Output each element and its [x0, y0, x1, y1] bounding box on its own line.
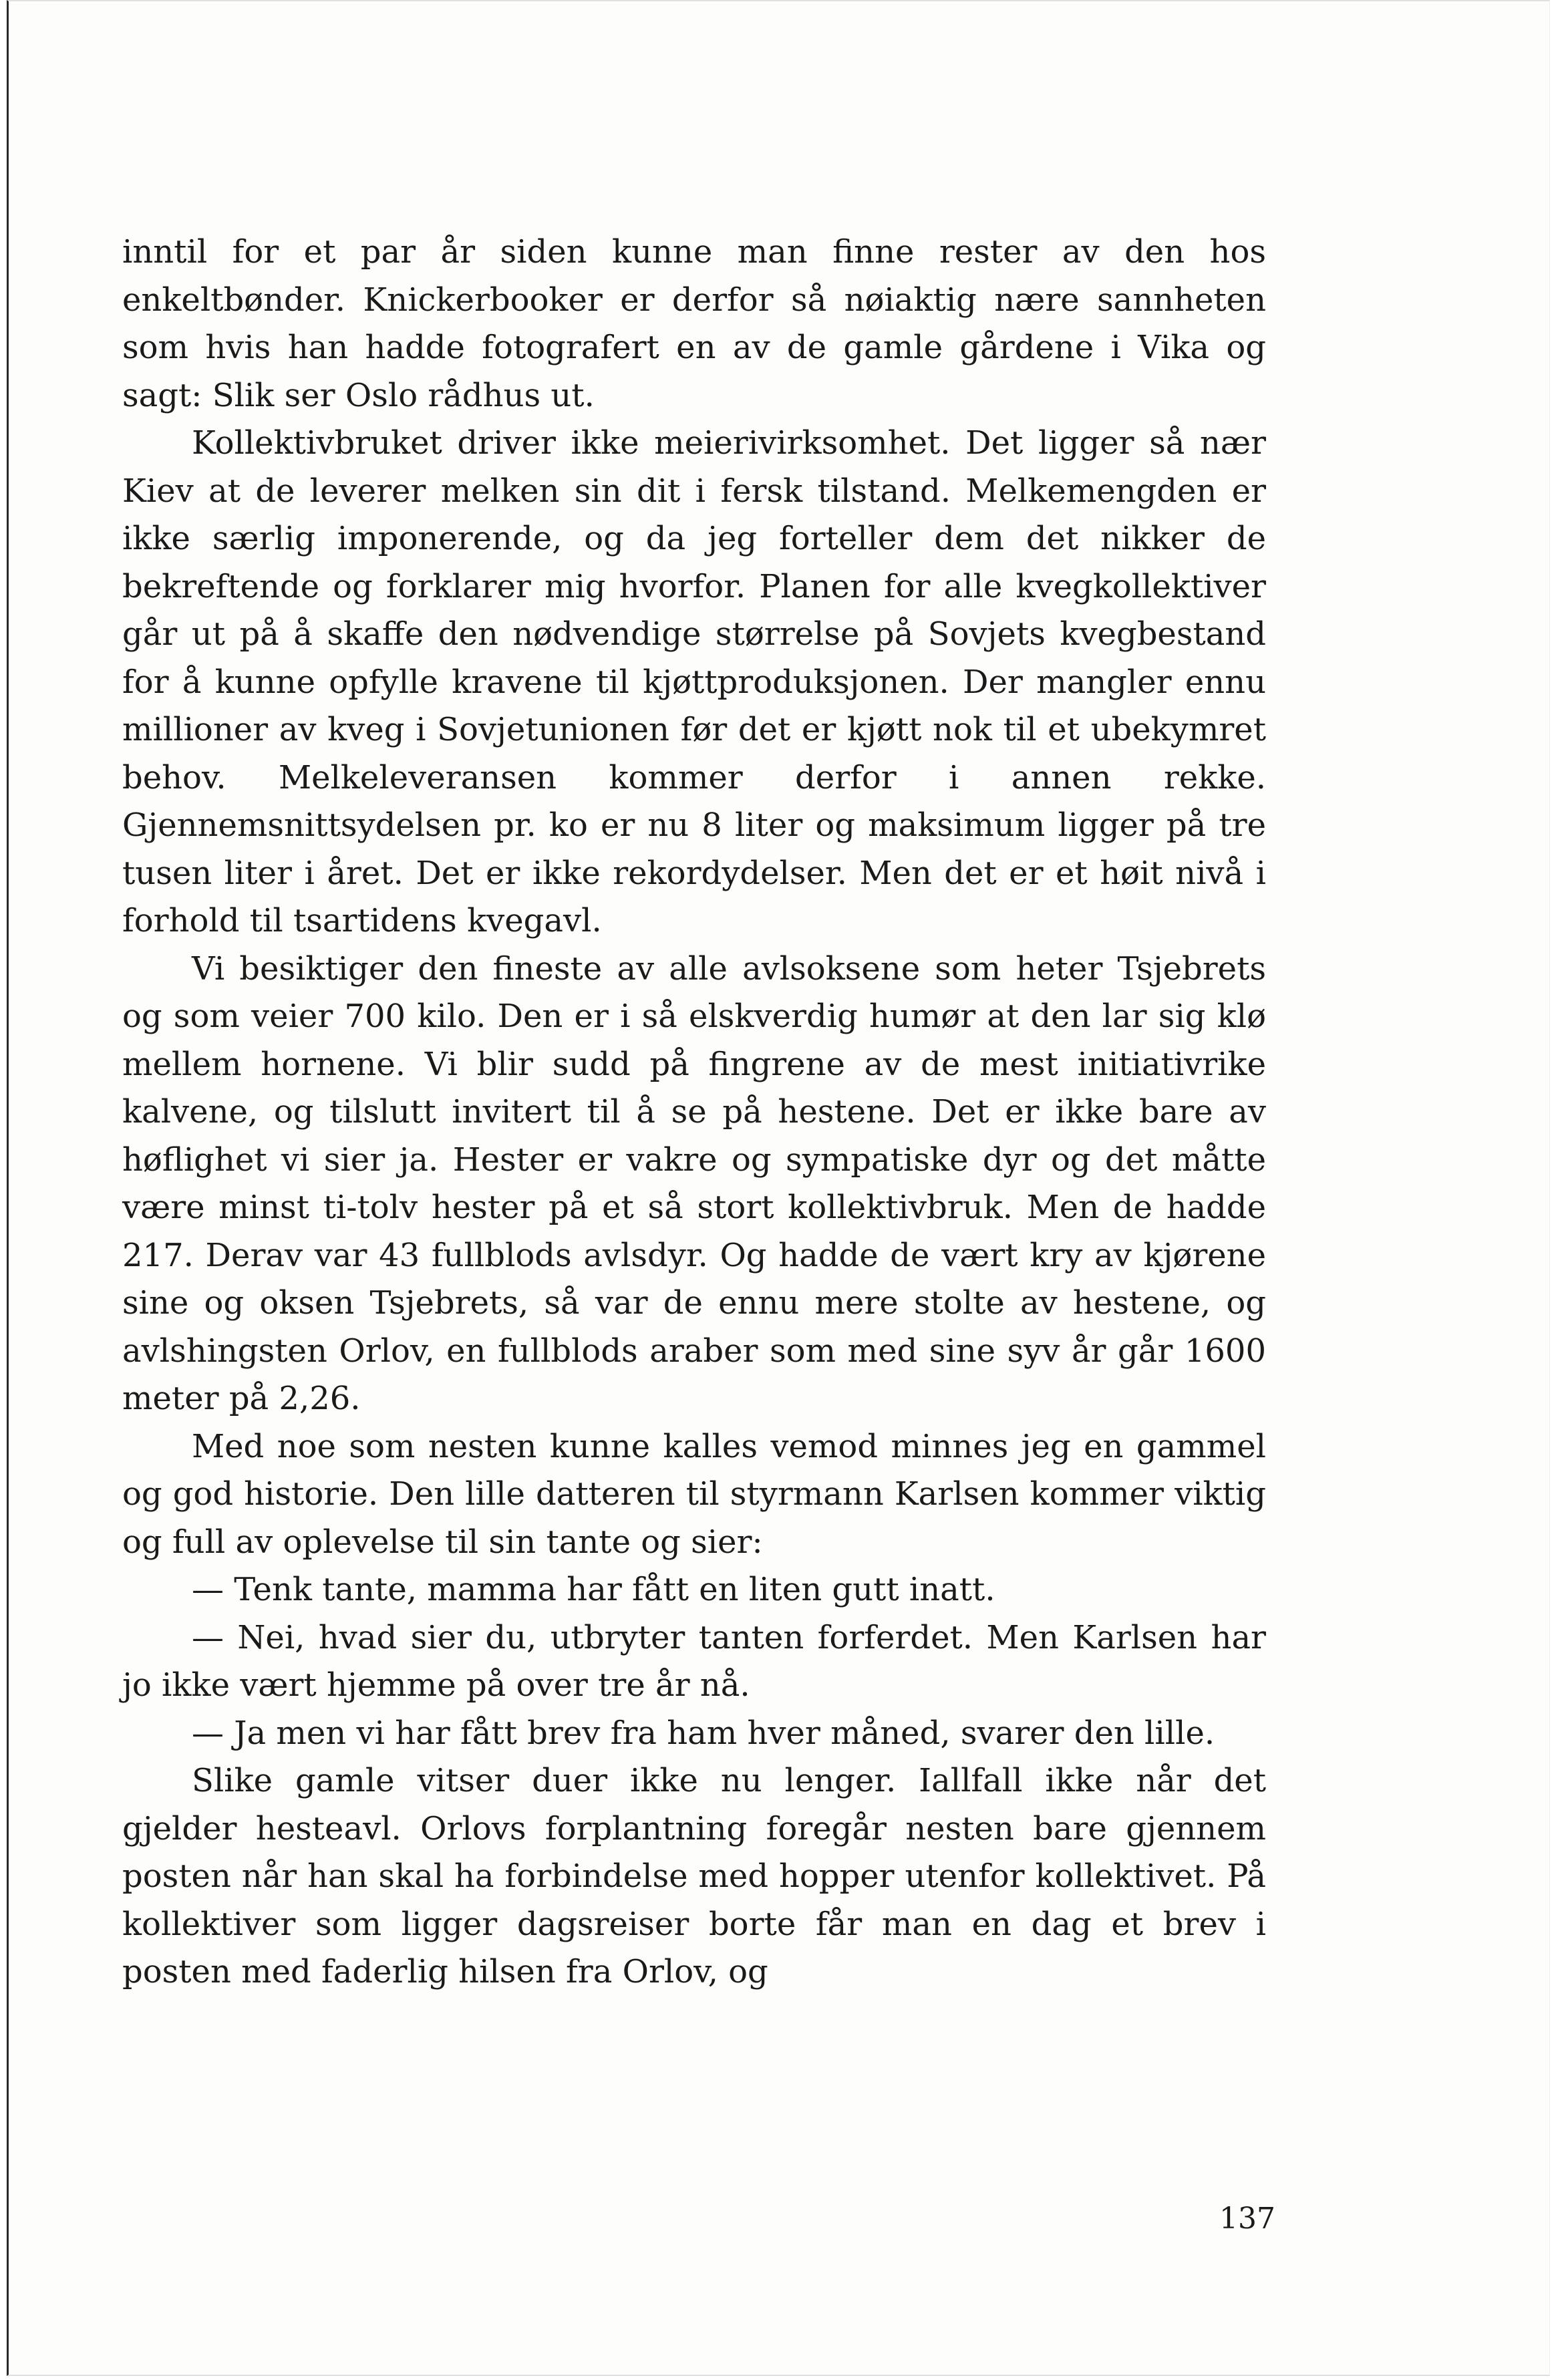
paragraph: Kollektivbruket driver ikke meierivirksomhet. Det ligger så nær Kiev at de leverer melken sin dit i fersk tilstand. Melkemengden er ikke særlig imponerende, og da jeg forteller dem det nikker de bekreftende og forklarer mig hvorfor. Planen for alle kvegkollektiver går ut på å skaffe den nødvendige størrelse på Sovjets kvegbestand for å kunne opfylle kravene til kjøttproduksjonen. Der mangler ennu millioner av kveg i Sovjetunionen før det er kjøtt nok til et ubekymret behov. Melkeleveransen kommer derfor i annen rekke. Gjennemsnittsydelsen pr. ko er nu 8 liter og maksimum ligger på tre tusen liter i året. Det er ikke rekordydelser. Men det er et høit nivå i forhold til tsartidens kvegavl.: [122, 424, 1266, 939]
page-number: 137: [1219, 2202, 1275, 2236]
paragraph: Vi besiktiger den fineste av alle avlsoksene som heter Tsjebrets og som veier 700 kilo. Den er i så elskverdig humør at den lar sig klø mellem hornene. Vi blir sudd på fingrene av de mest initiativrike kalvene, og tilslutt invitert til å se på hestene. Det er ikke bare av høflighet vi sier ja. Hester er vakre og sympatiske dyr og det måtte være minst ti-tolv hester på et så stort kollektivbruk. Men de hadde 217. Derav var 43 fullblods avlsdyr. Og hadde de vært kry av kjørene sine og oksen Tsjebrets, så var de ennu mere stolte av hestene, og avlshingsten Orlov, en fullblods araber som med sine syv år går 1600 meter på 2,26.: [122, 949, 1266, 1417]
paragraph: inntil for et par år siden kunne man finne rester av den hos enkeltbønder. Knickerbooker er derfor så nøiaktig nære sannheten som hvis han hadde fotografert en av de gamle gårdene i Vika og sagt: Slik ser Oslo rådhus ut.: [122, 233, 1266, 414]
book-page: [7, 0, 1550, 2376]
body-text: [122, 229, 1266, 1996]
paragraph: Slike gamle vitser duer ikke nu lenger. Iallfall ikke når det gjelder hesteavl. Orlovs forplantning foregår nesten bare gjennem posten når han skal ha forbindelse med hopper utenfor kollektivet. På kollektiver som ligger dagsreiser borte får man en dag et brev i posten med faderlig hilsen fra Orlov, og: [122, 1762, 1266, 1990]
paragraph: Med noe som nesten kunne kalles vemod minnes jeg en gammel og god historie. Den lille datteren til styrmann Karlsen kommer viktig og full av oplevelse til sin tante og sier:: [122, 1427, 1266, 1561]
dialogue-line: — Tenk tante, mamma har fått en liten gutt inatt.: [192, 1571, 995, 1608]
dialogue-line: — Ja men vi har fått brev fra ham hver måned, svarer den lille.: [192, 1714, 1215, 1752]
dialogue-line: — Nei, hvad sier du, utbryter tanten forferdet. Men Karlsen har jo ikke vært hjemme på over tre år nå.: [122, 1618, 1266, 1704]
